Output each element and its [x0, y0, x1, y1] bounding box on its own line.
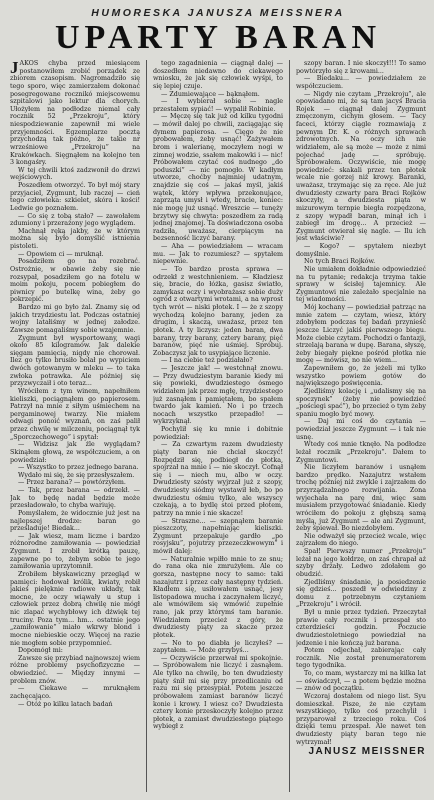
paragraph: Pochylił się ku mnie i dobitnie powiedział:	[153, 426, 283, 441]
text-column-3-paragraphs	[296, 60, 426, 746]
article-body	[10, 60, 426, 792]
paragraph: W tej chwili ktoś zadzwonił do drzwi wejściowych.	[10, 166, 140, 182]
paragraph: Bardzo mi go było żal. Znamy się od jakich trzydziestu lat. Podczas ostatniej wojny latałiśmy w jednej załodze. Zawsze pomagaliśmy sobie wzajemnie.	[10, 304, 140, 334]
paragraph: Zygmunt był wysportowany, wagi około 85 kilogramów. Jak dalekie sięgam pamięcią, nigdy nie chorował. Ilez go tylko brusiło bolał po wypiciem dwóch gotowanym w mleku — to taka zwłoka potrawka. Ale później się przyzwyczaił i oto teraz...	[10, 334, 140, 388]
paragraph: — Straszne... — szepnąłem baranie pieszczoty, napełniając kieliszki. Zygmunt przepakuje gardło „po rosyjsku”, pojutrzy przezeczkwowym” i mówił dalej:	[153, 517, 283, 555]
paragraph: Zrobiłem błyskawiczny przegląd w pamięci: hodował królik, kwiaty, robił jakieś pielęknie radiowe układy, tak mocne, że oczy wiąwały u stup i człowiek przez dobrą chwilę nie mógł nic zlapać wychybłowy ich dźwięk tej truciny. Poza tym... hm... ostatnie jego „zamiłowanie” miało wkrwy blond i mocne niebieskie oczy. Więcej na razie nie mogłem sobie przypomnieć.	[10, 570, 140, 647]
paragraph: — Kogo? — spytałem niezbyt domyślnie.	[296, 243, 426, 258]
paragraph: No tych Braci Rojków.	[304, 258, 376, 266]
paragraph: Nie umiałem dokładnie odpowiedzieć na tu pytanie; redakcja trzyma takie sprawy w ścisłej tajemnicy. Ale Zygmuntowi nie zależało specjalnie na tej wiadomości.	[296, 265, 426, 304]
paragraph: Mój kochany — powiedział patrząc na mnie zatem — czytam, wiesz, który zdobyłem podczas tej badań przynieść jeszcze Liczyć jakiś pierwszego biegu. Może ciebie czytam. Pochodzi o fantazji, strzelają barana w dupę. Barana, słyszę, żeby biegały piękne pośród płotka nie mogę — mówisz, no nie wiem...	[296, 304, 426, 365]
paragraph: Zapewniłem go, że jeżeli mi tylko wszystko powiem gotów do największego poświęcenia.	[296, 365, 426, 388]
paragraph: — Biedaku... — powiedziałem ze współczuciem.	[296, 75, 426, 90]
paragraph: JAKOŚ chyba przed miesiącem postanowiłem zrobić porządek ze zbiorem czasopism. Nagromadziło się tego sporo, więc zamierzałem dokonać posegregowane rocznikó miejscowemu szpitalowi jako lektur dla chorych. Ułożyłem na podłodze niemal cały rocznik 52 „Przekroju”, który niespodziewanie zapewnił mi wiele przyjemności. Egzemplarze pocztą przychodzą tak późno, że takie nr wrześniowe „Przekroju” na Krakówkach. Sięgnąłem na kolejno ten 3 kongaśry.	[10, 60, 140, 167]
paragraph: Wróciłem z tym winem, napełniłem kieliszki, pociągnąłem go papierosem. Patrzył na mnie z siłym uśmiechem na pergaminowej twarzy. Nie miałem odwagi ponoić wyznań, on zaś palił przez chwilę w milczeniu, pociągnął tyk „Sporczechowego” i spytał:	[10, 387, 140, 441]
paragraph: — I na ciebie też podziałało?	[161, 357, 253, 365]
paragraph: Zawsze się przybiad najnowszej wiem różne problemy psychofizyczne — obwiedzieć. — Między innymi — problem znów.	[10, 654, 140, 685]
paragraph: — Otóż po kilku latach badań	[18, 700, 113, 708]
paragraph: Pomyślałem, że widocznie już jest na najlepszej drodze: baran go prześladuje! Biedak...	[10, 509, 140, 533]
column-divider	[146, 60, 147, 792]
paragraph: Spał! Pierwszy numer „Przekroju” leżał na jego kołdrze, on zaś chrapał aż szyby drżały. Ledwo zdołałem go obudzić.	[296, 548, 426, 578]
paragraph: — Wszystko to przez jednego barana.	[18, 464, 139, 472]
paragraph: — No to po diabła je liczyłeś? — zapytałem. — Może grzybyś...	[153, 639, 283, 655]
text-column-1	[10, 60, 140, 792]
paragraph: Potem odjechał, zabierając cały rocznik. Nie został prenumeratorem tego tygodnika.	[296, 647, 426, 670]
paragraph: — Daj mi coś do czytania — powiedział jeszcze Zygmunt — i tak nie usnę.	[296, 418, 426, 441]
paragraph: — Przez barana? — powtórzyłem.	[18, 479, 126, 487]
paragraph: — To bardzo prosta sprawa — odrzekł z westchnieniem. — Kładziesz się, bracie, do łóżka, gasisz światło, zamykasz oczy i wyobrażasz sobie duży ogród z otwartymi wrotami, a na wprost tych wrót — niski płotek. I — że z szopy wychodzą kolejno barany, jeden za drugim, i skaczą, uważasz, przez ten płotek. A ty liczysz: jeden baran, dwa barany, trzy barany, cztery barany, pięć baranów, pięć nie uśmiej. Spróbuj. Zobaczysz jak to usypiające liczenie.	[153, 265, 283, 357]
paragraph: szopy baran. I nie skoczył!!! To samo powtórzyło się z krowami...	[296, 60, 426, 75]
paragraph: — Za czwartym razem dwudziesty piąty baran nie chciał skoczyć! Rozpędził się, podbiegł do płotka, spojrzał na mnie i — nie skoczył. Cofnął się i — niech mu, albo w oczy. Dwudziesty szósty wyjrzał już z szopy, dwudziesty siódmy wystawił łeb, bo po dwudziestu ośmiu tylko, ale wszyscy czekają, a to bydlę stoi przed płotem, patrzy na mnie i nie skacze!	[153, 441, 283, 517]
paragraph: — Męczę się tak już od kilku tygodni — mówił dalej po chwili, zaciągając się dymem papierosa. — Cięgo że nie probowałem, żeby usnąć! Zażywałem brom i walerianę, moczyłem nogi w zimnej wodzie, ssałem makowki i — nic! Próbowałem czytać coś nudnego „do poduszki” — nic pomogło. W kadłym utworze, choćby najmniej udatnym, znajdzie się coś — jakaś myśl, jakiś wątek, który wpływa przekonujące, zaprząta umysł i wtedy, bracie, koniec: nie mogę już usnąć. Wreszcie — tunęży brzytwy się chwyta: poszedłem za radą jednej znajomej. Ta doświadczona osoba radziła, uważasz, cierpiącym na bezsenność liczyć barany.	[153, 113, 283, 243]
paragraph: — Naturalnie wpiłło mnie to ze snu; do rana oka nie zmrużyłem. Ale co gorsza, następne nocy to samo: taki nazajutrz i przez cały następny tydzień. Kładłem się, usiłowałem usnąć, jesy listopadowa mucha i zaczynałem liczyć, ale wmówiłem się wmówić zupełnie rano, jak przy którymś tam baranie. Wiedziałem przecież z góry, że dwudziesty piąty za skacze przez płotek.	[153, 555, 283, 639]
paragraph: Posadziłem go na rozebrać. Ostrożnie, w obawie żeby się nie rozsypał, posadziłem go na fotelu w moim pokoju, pocem pobiegłem do piwnicy po butelkę wina, żeby go pokrzepić.	[10, 258, 140, 304]
paragraph: Zjedliśmy kolację i „udalismy się na spoczynek” (żeby nie powiedzieć „pościegi spać”), bo przecież o tym żeby spaniu mogło być mowy.	[296, 387, 426, 418]
paragraph: — Tak, przez barana — odrzekł. — Jak to będę nadał będzie może przesładowało, to chyba wariuję.	[10, 487, 140, 510]
paragraph: Wczoraj dostałem od niego list. Syu domieszkał. Pisze, że nie czytam wszystkiego, tylko coś przechylił i przyparował z trzeciego roku. Coś dzięki temu przespał. Ale nawet ten dwudziesty piąty baran tego nie wytrzymał!	[296, 692, 426, 746]
author-signature: JANUSZ MEISSNER	[308, 746, 426, 758]
paragraph: — Nigdy nie czytam „Przekroju”, ale opowiadano mi, że są tam jacyś Bracia Rojek — ciągnął dalej Zygmunt zmęczonym, cichym głosem. — Tacy faceci, którzy ciągle rozmawiają z pewnym Dr. K. o różnych sprawach zdrowotnych. Na oczy ich nie widziałem, ale są może — może z nimi pojechać jadę — spróbuję. Spróbowałem. Oczywiście, nie mogę powiedzieć: skakali przez ten płotek wcale nie gorzej niż krowy. Baranki, uważasz, trzymając się za ręce. Ale już dwudziesty czwarty para Braci Rojków skoczyły, a dwudziesta piąta w mizurowym ternpie biegła rozpędzona, z szopy wypadł baran, minął ich i zabiegł im drogę... A przecież — Zygmunt otwierał się nagle. — Ilu ich jest właściwie?	[296, 90, 426, 243]
text-column-2	[153, 60, 283, 792]
drop-cap: J	[10, 60, 19, 77]
paragraph: Poszedłem otworzyć. To był mój stary przyjaciel, Zygmunt, lub raczej — cień tego człowieka: szkielet, skóra i kości! Ledwie go poznałem.	[10, 182, 140, 212]
paragraph: — Jak wiesz, mam liczne i bardzo różnorodne zamiłowania — powiedział Zygmunt. I zrobił krótką pauzę, zapewne po to, żebym sobie te jego zamiłowania uprzytomnił.	[10, 532, 140, 571]
paragraph: — I wybierał sobie — nagle przestałem sypiać! — wypalił Robinie.	[153, 98, 283, 113]
paragraph: — Aha — powiedziałem — wracam mu. — Jak to rozumiesz? — spytałem niepewnie.	[153, 243, 283, 266]
paragraph: Zjedliśmy śniadanie, ja posiedzenie się gdzieś... poszedł w odwiedziny z domu z potrzebnym czytaniem „Przekroju” i wrócił.	[296, 578, 426, 609]
paragraph: — Zdumiewające — bąknąłem.	[161, 90, 260, 98]
paragraph: To, co mam, wystarczy mi na kilka lat — oświadczył, — a potem będzie można — znów od początku.	[296, 670, 426, 693]
paragraph: Dopomógł mi:	[18, 647, 63, 655]
paragraph: Wtedy coś mnie tknęło. Na podłodze leżał rocznik „Przekroju”. Dałem to Zygmuntowi.	[296, 441, 426, 464]
paragraph: — Widzisz jak źle wyglądam? Skinąłem głową, ze współczuciem, a on powiedział:	[10, 441, 140, 464]
paragraph: Nie odważył się przecież wcale, więc zajrzałem do niego.	[296, 532, 426, 548]
text-column-3	[296, 60, 426, 792]
column-divider	[289, 60, 290, 792]
paragraph: Machnął ręką jakby, że w którym można się było domyślić istnienia pistoleti.	[10, 227, 140, 250]
paragraph: Był u mnie przez tydzień. Przeczytał prawie cały rocznik i przespał sto czterdzieści godzin. Poczucie dwudziestoletniego powiedział na jedzenie i nie kończą już barana.	[296, 609, 426, 647]
paragraph: — Co się z tobą stało? — zawołałem zdumiony i przerażony jego wyglądem.	[10, 212, 140, 228]
paragraph: — Ciekawe — mruknąłem zachęcająco.	[10, 685, 140, 700]
paragraph: — Opowiem ci — mruknął.	[18, 250, 104, 258]
paragraph: tego zagadnienia — ciągnął dalej — doszedłem niedawno do ciekawego wniosku, że jak się człowiek wyśpi, to się lepiej czuje.	[153, 60, 283, 90]
article-kicker: HUMORESKA JANUSZA MEISSNERA	[91, 7, 345, 19]
paragraph: Wydało mi się, że się przesłyszałem.	[18, 471, 135, 479]
paragraph: Nie liczyłem baranów i usnąłem bardzo prędko. Nazajutrz wstałem trochę później niż zwykle i zajrzałem do przyrządzalnego rozwijania. Zona wyjechała na parę dni, więc sam musiałem przygotować śniadanie. Kiedy wróciłem do pokoju z głębszą samą myślą, już Zygmunt — ale ani Zygmunt, żeby śpiewał. Bo niezdobyłem.	[296, 464, 426, 533]
paragraph: — Jeszcze jak! — westchnął znowu. — Przy dwudziestym baranie kiedy mi się powieki, dwudziestego ósmego widziałem jak przez mgłę, trzydziestego już zasnąłem i pamiętałem, bo spałem twardo jak kamień. No i po trzech nocach wszystko przepadło! — wykrzyknął.	[153, 365, 283, 426]
article-headline: UPARTY BARAN	[54, 19, 382, 56]
paragraph: — Oczywiście przerwał mi spokojnie. — Spróbowałem nie liczyć i zasnąłem. Ale tylko na chwilę, bo ten dwudziesty piąty śnił mi się przy przedlicaniu od razu mi się przesypiał. Potem jeszcze próbowałem zamiast baranów liczyć konie i krowy. I wiesz co? Dwudziesta cztery konie przeskoczyły kolejno przez płotek, a zamiast dwudziestego piątego wybiegł z	[153, 654, 283, 731]
